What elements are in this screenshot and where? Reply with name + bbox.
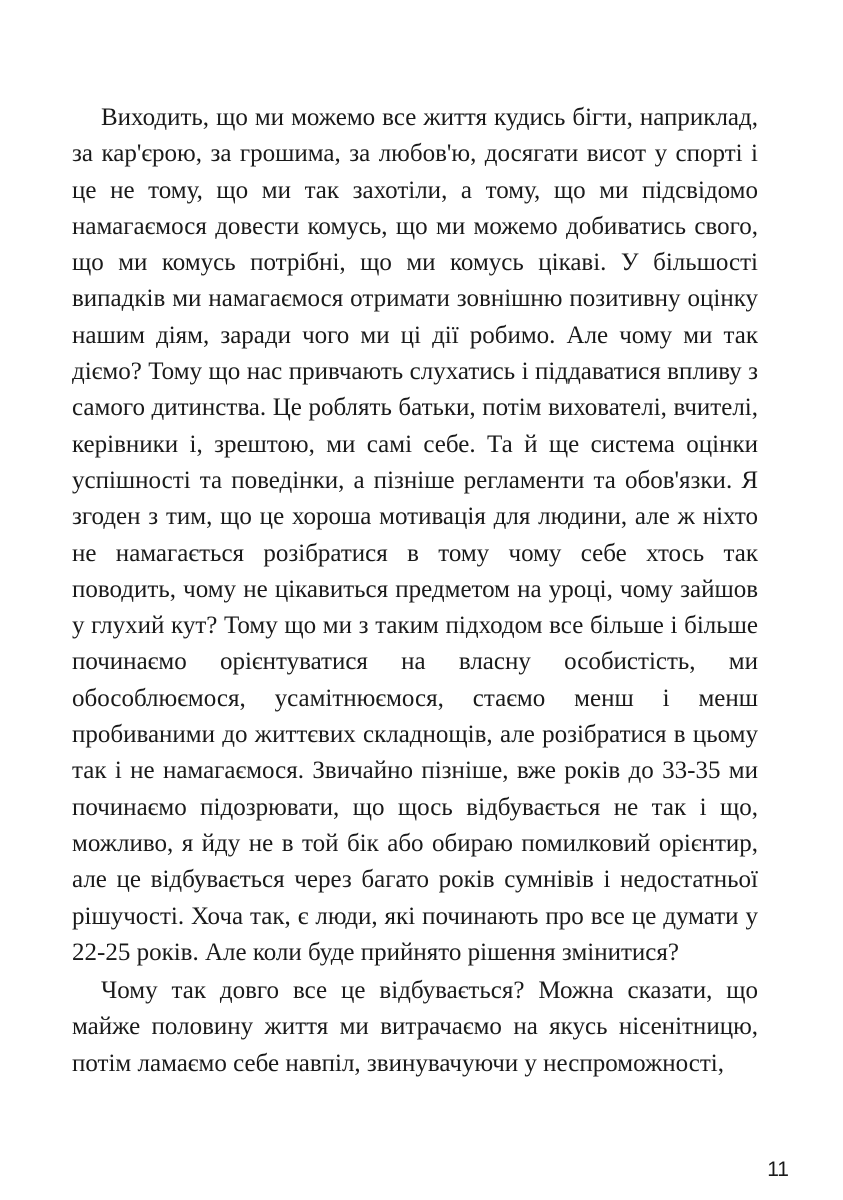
paragraph-1: Виходить, що ми можемо все життя кудись бігти, наприклад, за кар'єрою, за грошима, за любов'ю, досягати висот у спорті і це не тому, що ми так захотіли, а тому, що ми підсвідомо намагаємося довести комусь, що ми можемо добиватись свого, що ми комусь потрібні, що ми комусь цікаві. У більшості випадків ми намагаємося отримати зовнішню позитивну оцінку нашим діям, заради чого ми ці дії робимо. Але чому ми так діємо? Тому що нас привчають слухатись і піддаватися впливу з самого дитинства. Це роблять батьки, потім вихователі, вчителі, керівники і, зрештою, ми самі себе. Та й ще система оцінки успішності та поведінки, а пізніше регламенти та обов'язки. Я згоден з тим, що це хороша мотивація для людини, але ж ніхто не намагається розібратися в тому чому себе хтось так поводить, чому не цікавиться предметом на уроці, чому зайшов у глухий кут? Тому що ми з таким підходом все більше і більше починаємо орієнтуватися на власну особистість, ми обособлюємося, усамітнюємося, стаємо менш і менш пробиваними до життєвих складнощів, але розібратися в цьому так і не намагаємося. Звичайно пізніше, вже років до 33-35 ми починаємо підозрювати, що щось відбувається не так і що, можливо, я йду не в той бік або обираю помилковий орієнтир, але це відбувається через багато років сумнівів і недостатньої рішучості. Хоча так, є люди, які починають про все це думати у 22-25 років. Але коли буде прийнято рішення змінитися? <box>72 104 758 966</box>
body-text <box>72 100 758 1082</box>
page-number: 11 <box>767 1158 789 1181</box>
paragraph-2: Чому так довго все це відбувається? Можна сказати, що майже половину життя ми витрачаємо на якусь нісенітницю, потім ламаємо себе навпіл, звинувачуючи у неспроможності, <box>72 977 758 1077</box>
